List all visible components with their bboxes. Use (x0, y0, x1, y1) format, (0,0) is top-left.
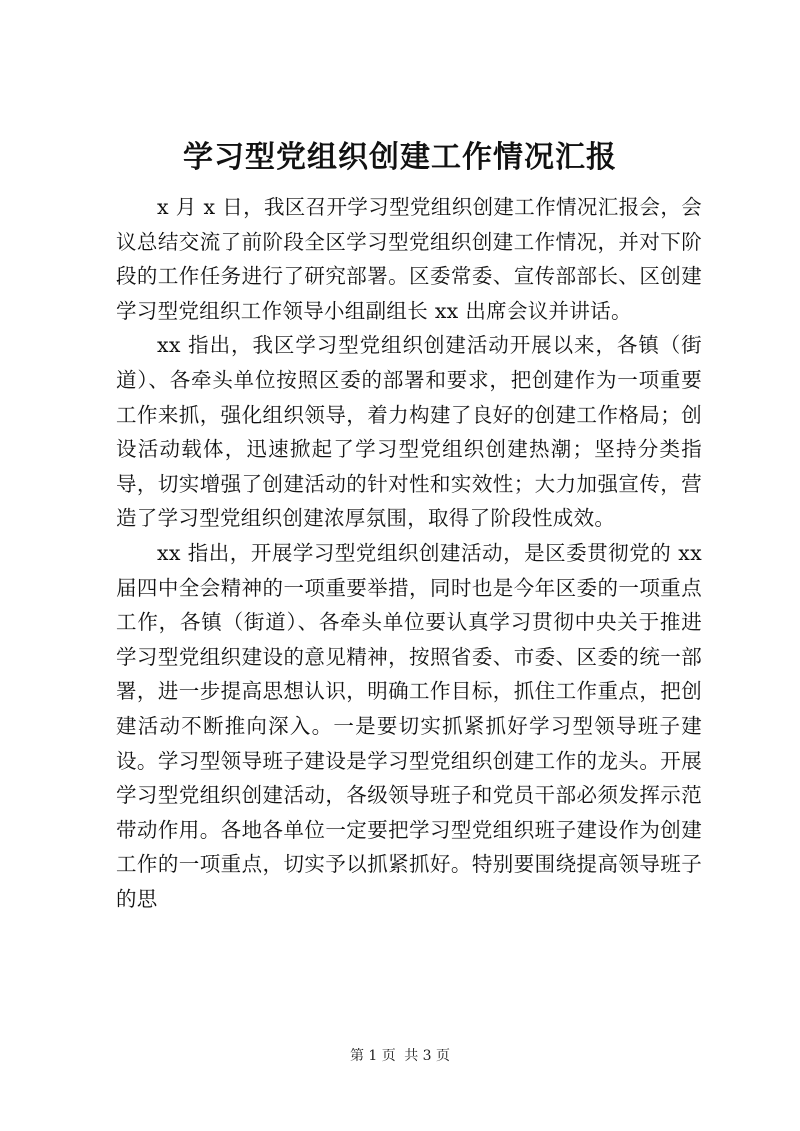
paragraph-3: xx 指出，开展学习型党组织创建活动，是区委贯彻党的 xx 届四中全会精神的一项重要举措，同时也是今年区委的一项重点工作，各镇（街道）、各牵头单位要认真学习贯彻中央关于推进学习型党组织建设的意见精神，按照省委、市委、区委的统一部署，进一步提高思想认识，明确工作目标，抓住工作重点，把创建活动不断推向深入。一是要切实抓紧抓好学习型领导班子建设。学习型领导班子建设是学习型党组织创建工作的龙头。开展学习型党组织创建活动，各级领导班子和党员干部必须发挥示范带动作用。各地各单位一定要把学习型党组织班子建设作为创建工作的一项重点，切实予以抓紧抓好。特别要围绕提高领导班子的思 (116, 540, 702, 911)
page-total: 共 3 页 (404, 1048, 451, 1064)
paragraph-2: xx 指出，我区学习型党组织创建活动开展以来，各镇（街道）、各牵头单位按照区委的部署和要求，把创建作为一项重要工作来抓，强化组织领导，着力构建了良好的创建工作格局；创设活动载体，迅速掀起了学习型党组织创建热潮；坚持分类指导，切实增强了创建活动的针对性和实效性；大力加强宣传，营造了学习型党组织创建浓厚氛围，取得了阶段性成效。 (116, 333, 702, 531)
page-number: 第 1 页 (349, 1048, 396, 1064)
page-footer (0, 1046, 800, 1066)
document-body (116, 190, 702, 916)
document-title: 学习型党组织创建工作情况汇报 (183, 140, 617, 175)
paragraph-1: x 月 x 日，我区召开学习型党组织创建工作情况汇报会，会议总结交流了前阶段全区学习型党组织创建工作情况，并对下阶段的工作任务进行了研究部署。区委常委、宣传部部长、区创建学习型党组织工作领导小组副组长 xx 出席会议并讲话。 (116, 195, 702, 323)
